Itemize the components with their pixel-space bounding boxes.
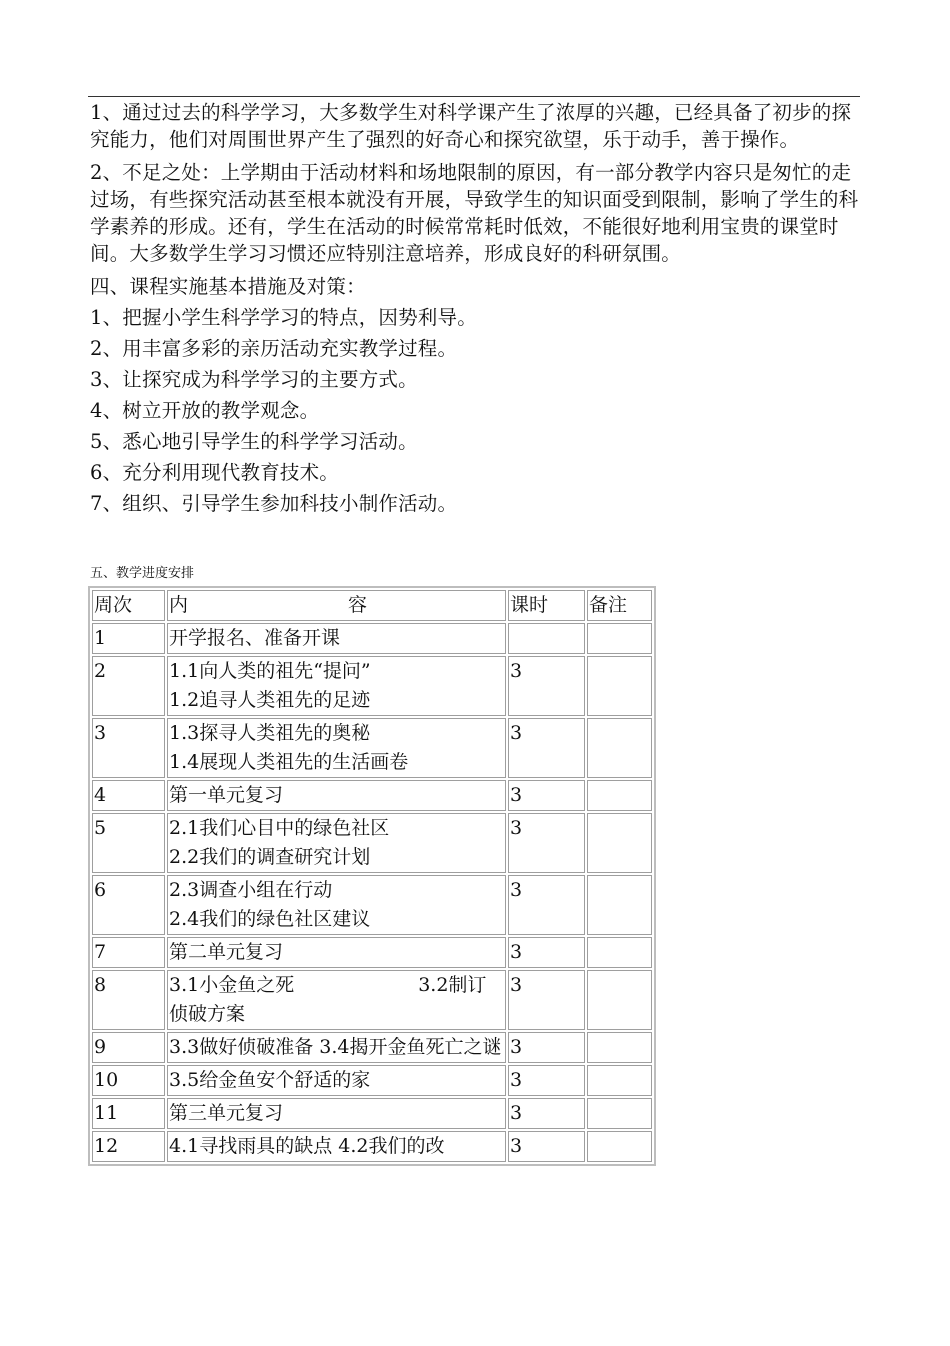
header-notes: 备注 xyxy=(587,590,652,621)
content-line: 1.2追寻人类祖先的足迹 xyxy=(169,689,371,711)
table-row xyxy=(92,937,652,968)
header-content xyxy=(167,590,506,621)
cell-content xyxy=(167,718,506,778)
table-row xyxy=(92,780,652,811)
header-content-a: 内 xyxy=(169,594,189,616)
table-row xyxy=(92,875,652,935)
measure-item-4: 4、树立开放的教学观念。 xyxy=(90,399,320,422)
cell-content xyxy=(167,1065,506,1096)
content-line: 1.3探寻人类祖先的奥秘 xyxy=(169,722,371,744)
cell-notes xyxy=(587,970,652,1030)
cell-week: 6 xyxy=(92,875,165,935)
content-line: 3.3做好侦破准备 3.4揭开金鱼死亡之谜 xyxy=(169,1036,502,1058)
cell-hours: 3 xyxy=(508,780,585,811)
cell-week: 3 xyxy=(92,718,165,778)
cell-week: 11 xyxy=(92,1098,165,1129)
cell-hours: 3 xyxy=(508,1131,585,1162)
cell-hours: 3 xyxy=(508,1098,585,1129)
cell-notes xyxy=(587,718,652,778)
measure-item-2: 2、用丰富多彩的亲历活动充实教学过程。 xyxy=(90,337,458,360)
measure-item-5: 5、悉心地引导学生的科学学习活动。 xyxy=(90,430,418,453)
measure-item-7: 7、组织、引导学生参加科技小制作活动。 xyxy=(90,492,458,515)
table-row xyxy=(92,813,652,873)
content-line: 第一单元复习 xyxy=(169,784,284,806)
cell-hours: 3 xyxy=(508,1032,585,1063)
cell-notes xyxy=(587,656,652,716)
cell-hours: 3 xyxy=(508,1065,585,1096)
cell-content xyxy=(167,656,506,716)
cell-hours: 3 xyxy=(508,718,585,778)
cell-content xyxy=(167,1098,506,1129)
cell-hours xyxy=(508,623,585,654)
header-hours: 课时 xyxy=(508,590,585,621)
content-line: 3.1小金鱼之死 xyxy=(169,974,295,996)
content-line: 第二单元复习 xyxy=(169,941,284,963)
table-row xyxy=(92,656,652,716)
content-line: 第三单元复习 xyxy=(169,1102,284,1124)
cell-hours: 3 xyxy=(508,970,585,1030)
table-row xyxy=(92,718,652,778)
cell-notes xyxy=(587,623,652,654)
cell-hours: 3 xyxy=(508,875,585,935)
schedule-table xyxy=(88,586,656,1166)
cell-content xyxy=(167,1131,506,1162)
header-content-b: 容 xyxy=(348,594,368,616)
content-line: 1.1向人类的祖先“提问” xyxy=(169,660,371,682)
header-week: 周次 xyxy=(92,590,165,621)
paragraph-shortcomings: 2、不足之处：上学期由于活动材料和场地限制的原因，有一部分教学内容只是匆忙的走过场，有些探究活动甚至根本就没有开展，导致学生的知识面受到限制，影响了学生的科学素养的形成。还有，学生在活动的时候常常耗时低效，不能很好地利用宝贵的课堂时间。大多数学生学习习惯还应特别注意培养，形成良好的科研氛围。 xyxy=(90,161,859,265)
content-line: 开学报名、准备开课 xyxy=(169,627,341,649)
content-line: 3.5给金鱼安个舒适的家 xyxy=(169,1069,371,1091)
cell-week: 8 xyxy=(92,970,165,1030)
measure-item-1: 1、把握小学生科学学习的特点，因势利导。 xyxy=(90,306,477,329)
cell-hours: 3 xyxy=(508,656,585,716)
cell-notes xyxy=(587,813,652,873)
cell-content xyxy=(167,970,506,1030)
body-text xyxy=(90,99,862,521)
cell-notes xyxy=(587,1032,652,1063)
cell-week: 9 xyxy=(92,1032,165,1063)
content-line: 2.1我们心目中的绿色社区 xyxy=(169,817,390,839)
table-row xyxy=(92,970,652,1030)
cell-week: 10 xyxy=(92,1065,165,1096)
cell-content xyxy=(167,1032,506,1063)
table-row xyxy=(92,1098,652,1129)
cell-week: 1 xyxy=(92,623,165,654)
cell-notes xyxy=(587,780,652,811)
measure-item-3: 3、让探究成为科学学习的主要方式。 xyxy=(90,368,418,391)
section-heading-5: 五、教学进度安排 xyxy=(90,566,195,581)
cell-notes xyxy=(587,875,652,935)
cell-week: 2 xyxy=(92,656,165,716)
cell-week: 7 xyxy=(92,937,165,968)
table-row xyxy=(92,1065,652,1096)
cell-hours: 3 xyxy=(508,813,585,873)
table-header-row xyxy=(92,590,652,621)
section-heading-4: 四、课程实施基本措施及对策： xyxy=(90,275,366,298)
cell-content xyxy=(167,937,506,968)
cell-content xyxy=(167,623,506,654)
cell-notes xyxy=(587,1131,652,1162)
measure-item-6: 6、充分利用现代教育技术。 xyxy=(90,461,340,484)
paragraph-strengths: 1、通过过去的科学学习，大多数学生对科学课产生了浓厚的兴趣，已经具备了初步的探究能力，他们对周围世界产生了强烈的好奇心和探究欲望，乐于动手，善于操作。 xyxy=(90,101,852,151)
cell-content xyxy=(167,875,506,935)
cell-week: 5 xyxy=(92,813,165,873)
content-line: 3.2制订侦破方案 xyxy=(169,974,487,1025)
cell-content xyxy=(167,780,506,811)
cell-content xyxy=(167,813,506,873)
cell-notes xyxy=(587,1065,652,1096)
top-rule xyxy=(88,96,860,97)
content-line: 4.1寻找雨具的缺点 4.2我们的改 xyxy=(169,1135,445,1157)
table-row xyxy=(92,623,652,654)
cell-hours: 3 xyxy=(508,937,585,968)
content-line: 2.3调查小组在行动 xyxy=(169,879,333,901)
table-row xyxy=(92,1131,652,1162)
content-line: 2.4我们的绿色社区建议 xyxy=(169,908,371,930)
content-line: 1.4展现人类祖先的生活画卷 xyxy=(169,751,409,773)
content-line: 2.2我们的调查研究计划 xyxy=(169,846,371,868)
cell-notes xyxy=(587,1098,652,1129)
cell-notes xyxy=(587,937,652,968)
cell-week: 4 xyxy=(92,780,165,811)
table-row xyxy=(92,1032,652,1063)
cell-week: 12 xyxy=(92,1131,165,1162)
